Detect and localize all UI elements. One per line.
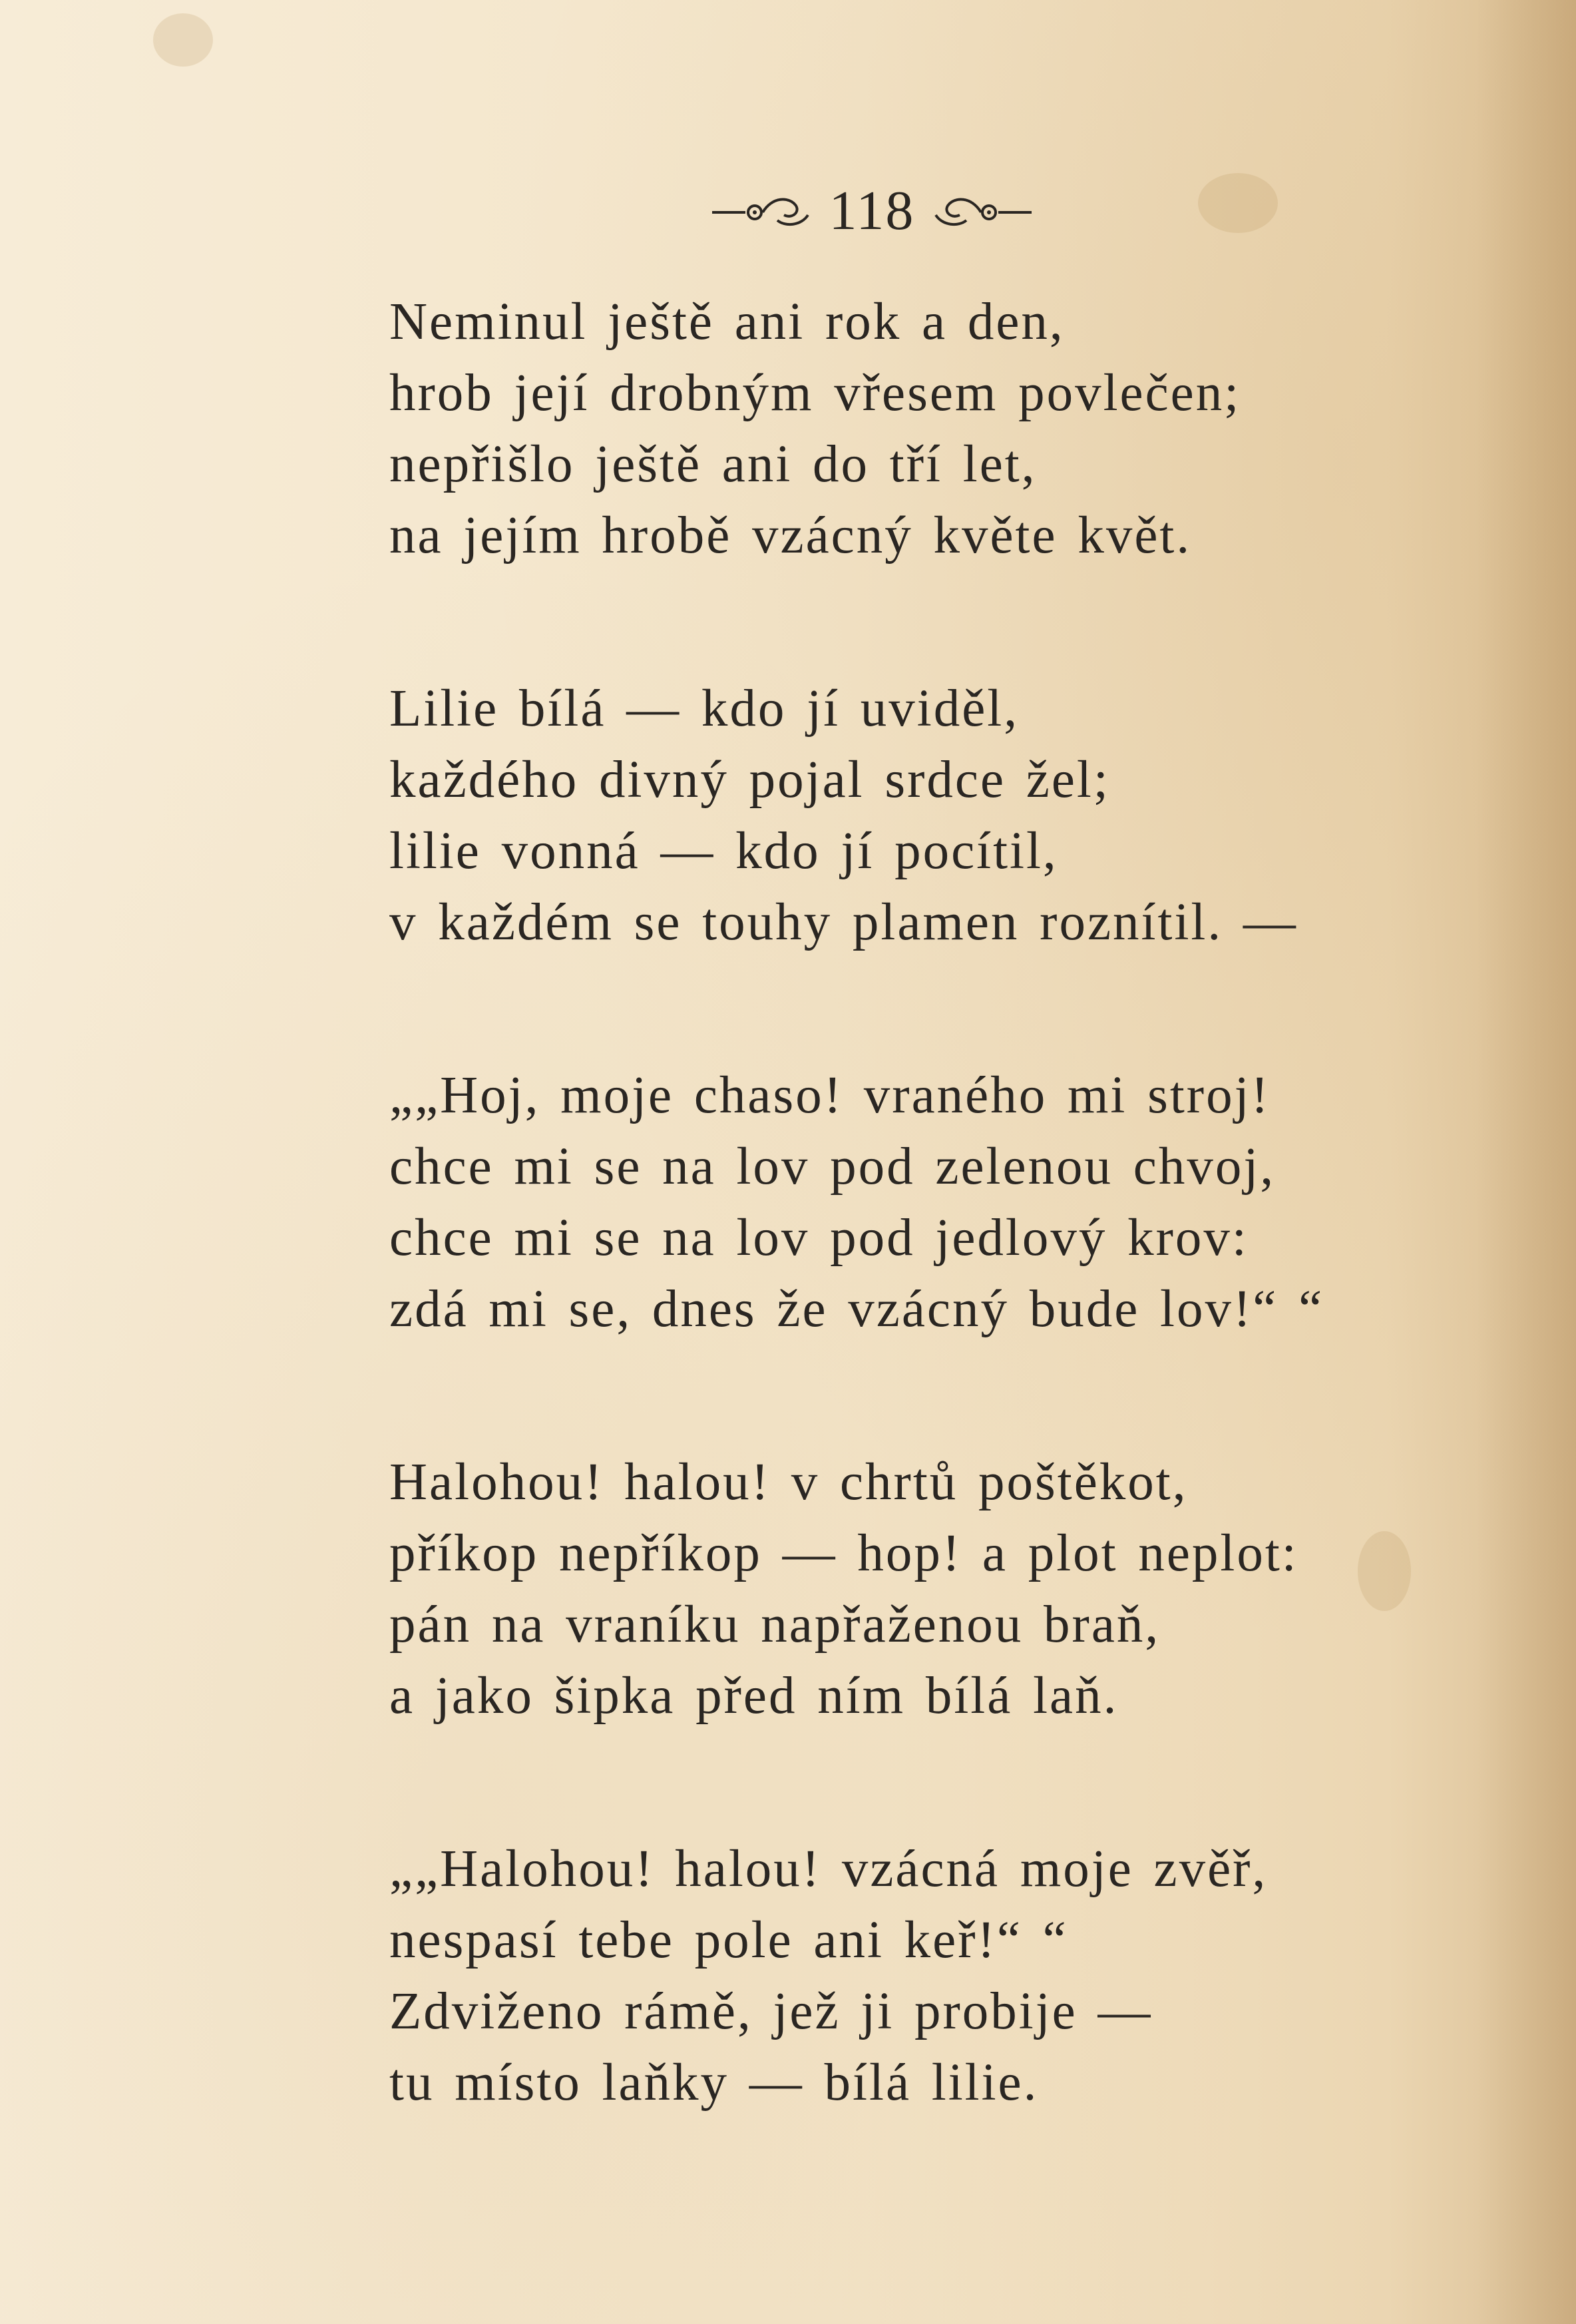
poem-line: „„Halohou! halou! vzácná moje zvěř, xyxy=(389,1840,1268,1898)
stanza xyxy=(389,673,1428,958)
poem-line: nespasí tebe pole ani keř!“ “ xyxy=(389,1911,1068,1969)
poem-line: chce mi se na lov pod zelenou chvoj, xyxy=(389,1138,1276,1196)
poem-line: v každém se touhy plamen roznítil. — xyxy=(389,893,1298,951)
poem-line: tu místo laňky — bílá lilie. xyxy=(389,2054,1039,2112)
stanza xyxy=(389,286,1428,571)
poem-line: „„Hoj, moje chaso! vraného mi stroj! xyxy=(389,1066,1271,1124)
poem-line: pán na vraníku napřaženou braň, xyxy=(389,1596,1161,1654)
stanza xyxy=(389,1447,1428,1732)
poem-line: lilie vonná — kdo jí pocítil, xyxy=(389,822,1058,880)
poem-line: nepřišlo ještě ani do tří let, xyxy=(389,435,1037,493)
poem xyxy=(389,286,1428,2118)
poem-line: na jejím hrobě vzácný květe květ. xyxy=(389,507,1192,565)
page-edge-shadow xyxy=(1476,0,1576,2324)
right-ornament-icon xyxy=(933,191,1033,231)
poem-line: každého divný pojal srdce žel; xyxy=(389,751,1110,809)
page-number: 118 xyxy=(829,180,915,242)
poem-line: a jako šipka před ním bílá laň. xyxy=(389,1667,1119,1725)
left-ornament-icon xyxy=(711,191,811,231)
poem-line: hrob její drobným vřesem povlečen; xyxy=(389,364,1241,422)
poem-line: Neminul ještě ani rok a den, xyxy=(389,293,1065,351)
stanza xyxy=(389,1060,1428,1345)
paper-stain xyxy=(1198,173,1278,233)
poem-line: zdá mi se, dnes že vzácný bude lov!“ “ xyxy=(389,1280,1324,1338)
poem-line: Zdviženo rámě, jež ji probije — xyxy=(389,1982,1153,2040)
poem-line: příkop nepříkop — hop! a plot neplot: xyxy=(389,1524,1298,1582)
poem-line: Halohou! halou! v chrtů poštěkot, xyxy=(389,1453,1188,1511)
poem-line: Lilie bílá — kdo jí uviděl, xyxy=(389,680,1019,738)
poem-line: chce mi se na lov pod jedlový krov: xyxy=(389,1209,1249,1267)
stanza xyxy=(389,1833,1428,2118)
paper-stain xyxy=(153,13,213,67)
page-header xyxy=(699,174,1045,248)
